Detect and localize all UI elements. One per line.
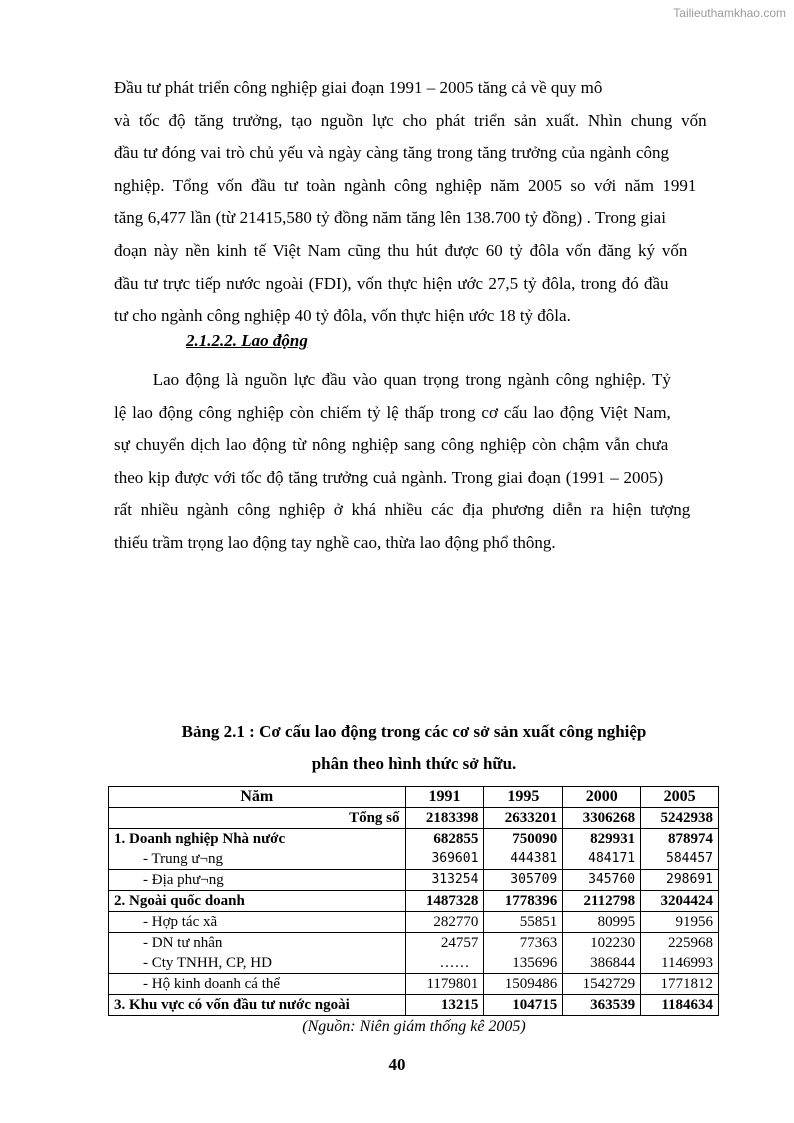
- table-header-row: [109, 787, 719, 808]
- table-cell: 369601: [405, 849, 484, 870]
- text-line: tư cho ngành công nghiệp 40 tỷ đôla, vốn thực hiện ước 18 tỷ đôla.: [114, 306, 571, 326]
- table-cell: 1542729: [563, 974, 641, 995]
- table-cell: 484171: [563, 849, 641, 870]
- row-label: - Hộ kinh doanh cá thể: [109, 974, 406, 995]
- table-row: [109, 891, 719, 912]
- table-cell: 5242938: [641, 808, 719, 829]
- table-cell: 313254: [405, 870, 484, 891]
- table-cell: ……: [405, 953, 484, 974]
- text-line: theo kịp được với tốc độ tăng trưởng cuả ngành. Trong giai đoạn (1991 – 2005): [114, 467, 664, 487]
- table-cell: 135696: [484, 953, 563, 974]
- table-row: [109, 829, 719, 850]
- table-cell: 305709: [484, 870, 563, 891]
- row-label: - DN tư nhân: [109, 933, 406, 954]
- header-cell: 1991: [405, 787, 484, 808]
- table-cell: 750090: [484, 829, 563, 850]
- table-cell: 225968: [641, 933, 719, 954]
- table-row: [109, 995, 719, 1016]
- header-cell: 2005: [641, 787, 719, 808]
- table-cell: 55851: [484, 912, 563, 933]
- text-line: sự chuyển dịch lao động từ nông nghiệp sang công nghiệp còn chậm vẫn chưa: [114, 435, 669, 455]
- table-cell: 77363: [484, 933, 563, 954]
- table-cell: 1778396: [484, 891, 563, 912]
- header-cell: 1995: [484, 787, 563, 808]
- table-cell: 80995: [563, 912, 641, 933]
- table-cell: 1179801: [405, 974, 484, 995]
- row-label: - Cty TNHH, CP, HD: [109, 953, 406, 974]
- table-cell: 24757: [405, 933, 484, 954]
- table-cell: 1487328: [405, 891, 484, 912]
- row-label: 1. Doanh nghiệp Nhà nước: [109, 829, 406, 850]
- row-label: 3. Khu vực có vốn đầu tư nước ngoài: [109, 995, 406, 1016]
- table-row: [109, 974, 719, 995]
- table-cell: 584457: [641, 849, 719, 870]
- table-title: Bảng 2.1 : Cơ cấu lao động trong các cơ sở sản xuất công nghiệp: [181, 722, 647, 741]
- section-heading: 2.1.2.2. Lao động: [186, 331, 308, 350]
- table-cell: 2112798: [563, 891, 641, 912]
- table-cell: 1771812: [641, 974, 719, 995]
- table-cell: 2183398: [405, 808, 484, 829]
- text-line: đoạn này nền kinh tế Việt Nam cũng thu hút được 60 tỷ đôla vốn đăng ký vốn: [114, 240, 688, 260]
- table-cell: 1509486: [484, 974, 563, 995]
- table-cell: 1146993: [641, 953, 719, 974]
- row-label: - Trung ư¬ng: [109, 849, 406, 870]
- text-line: Lao động là nguồn lực đầu vào quan trọng trong ngành công nghiệp. Tỷ: [114, 370, 671, 389]
- page-number: 40: [388, 1055, 406, 1074]
- table-cell: 682855: [405, 829, 484, 850]
- table-source-note: (Nguồn: Niên giám thống kê 2005): [302, 1018, 526, 1035]
- text-line: lệ lao động công nghiệp còn chiếm tỷ lệ thấp trong cơ cấu lao động Việt Nam,: [114, 402, 671, 422]
- table-cell: 363539: [563, 995, 641, 1016]
- text-line: rất nhiều ngành công nghiệp ở khá nhiều các địa phương diễn ra hiện tượng: [114, 500, 691, 520]
- paragraph-investment: [114, 72, 718, 333]
- text-line: nghiệp. Tổng vốn đầu tư toàn ngành công nghiệp năm 2005 so với năm 1991: [114, 175, 697, 195]
- table-cell: 102230: [563, 933, 641, 954]
- header-cell: Năm: [109, 787, 406, 808]
- table-cell: 13215: [405, 995, 484, 1016]
- table-cell: 282770: [405, 912, 484, 933]
- text-line: đầu tư đóng vai trò chủ yếu và ngày càng tăng trong tăng trưởng của ngành công: [114, 143, 669, 163]
- text-line: thiếu trầm trọng lao động tay nghề cao, thừa lao động phổ thông.: [114, 532, 556, 552]
- row-label: - Địa phư¬ng: [109, 870, 406, 891]
- table-cell: 829931: [563, 829, 641, 850]
- table-cell: 91956: [641, 912, 719, 933]
- text-line: và tốc độ tăng trưởng, tạo nguồn lực cho phát triển sản xuất. Nhìn chung vốn: [114, 110, 707, 130]
- text-line: đầu tư trực tiếp nước ngoài (FDI), vốn thực hiện ước 27,5 tỷ đôla, trong đó đầu: [114, 273, 669, 293]
- paragraph-labor: [114, 364, 718, 560]
- table-cell: 2633201: [484, 808, 563, 829]
- table-row: [109, 808, 719, 829]
- labor-structure-table: [108, 786, 719, 1016]
- text-line: Đầu tư phát triển công nghiệp giai đoạn 1991 – 2005 tăng cả về quy mô: [114, 78, 603, 97]
- table-cell: 3204424: [641, 891, 719, 912]
- text-line: tăng 6,477 lần (từ 21415,580 tỷ đồng năm tăng lên 138.700 tỷ đồng) . Trong giai: [114, 208, 666, 228]
- table-cell: 298691: [641, 870, 719, 891]
- table-row: [109, 953, 719, 974]
- table-row: [109, 933, 719, 954]
- table-cell: 878974: [641, 829, 719, 850]
- table-cell: 345760: [563, 870, 641, 891]
- header-cell: 2000: [563, 787, 641, 808]
- row-label: - Hợp tác xã: [109, 912, 406, 933]
- table-cell: 3306268: [563, 808, 641, 829]
- row-label: 2. Ngoài quốc doanh: [109, 891, 406, 912]
- table-cell: 1184634: [641, 995, 719, 1016]
- row-label: Tổng số: [109, 808, 406, 829]
- table-cell: 104715: [484, 995, 563, 1016]
- table-cell: 444381: [484, 849, 563, 870]
- table-row: [109, 849, 719, 870]
- table-row: [109, 912, 719, 933]
- watermark-text: Tailieuthamkhao.com: [673, 6, 786, 20]
- table-row: [109, 870, 719, 891]
- table-subtitle: phân theo hình thức sở hữu.: [311, 754, 517, 773]
- table-cell: 386844: [563, 953, 641, 974]
